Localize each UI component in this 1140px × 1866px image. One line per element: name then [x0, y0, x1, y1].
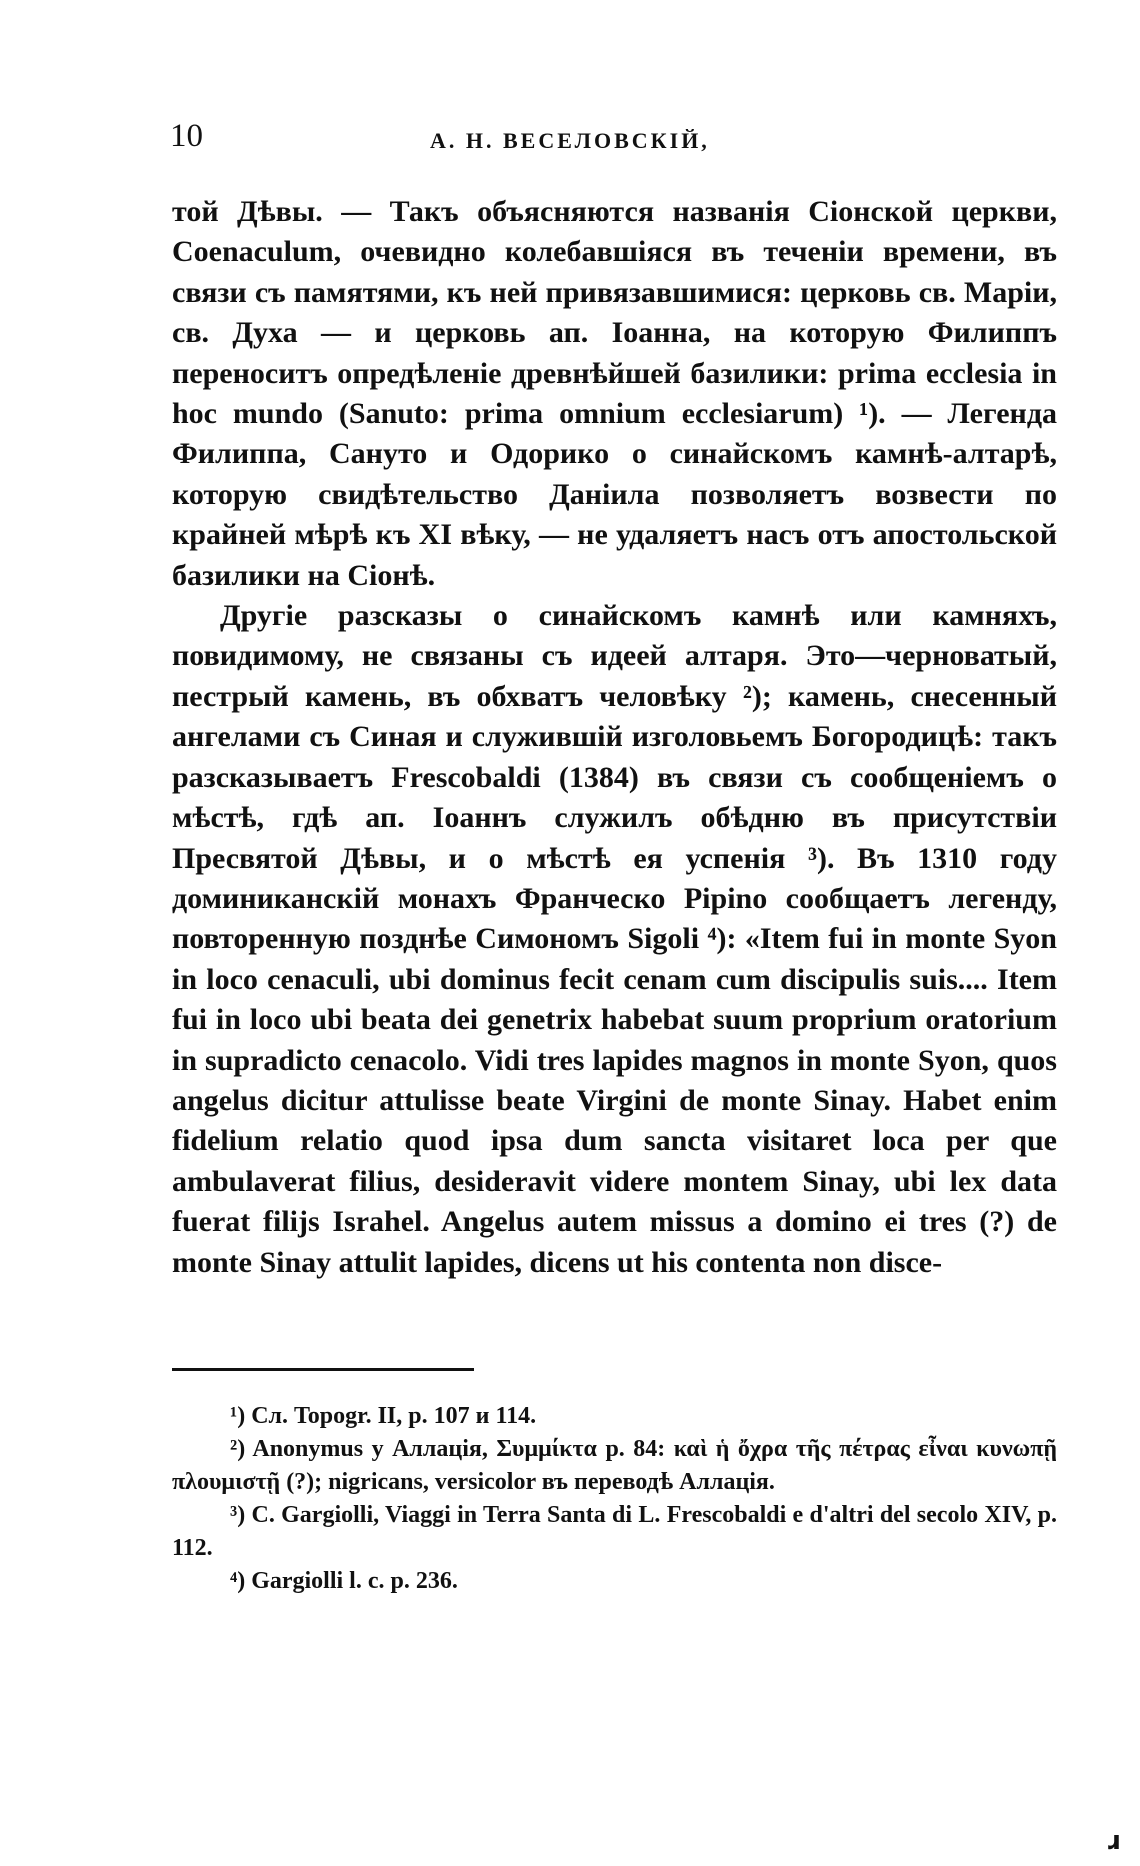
footnote-text: C. Gargiolli, Viaggi in Terra Santa di L. Frescobaldi e d'altri del secolo XIV, p. 112. [172, 1502, 1057, 1561]
footnote [172, 1400, 1057, 1433]
footnotes [172, 1400, 1057, 1598]
footnote-text: Cл. Topogr. II, p. 107 и 114. [251, 1403, 537, 1429]
main-text [172, 192, 1057, 1283]
footnote-marker: ²) [230, 1436, 246, 1462]
footnote-text: Anonymus у Аллація, Συμμίκτα p. 84: καὶ ἡ ὄχρα τῆς πέτρας εἶναι κυνωπῇ πλουμιστῇ (?); nigricans, versicolor въ переводѣ Аллація. [172, 1436, 1057, 1495]
paragraph: Другіе разсказы о синайскомъ камнѣ или камняхъ, повидимому, не связаны съ идеей алтаря. Это—черноватый, пестрый камень, въ обхватъ человѣку ²); камень, снесенный ангелами съ Синая и служившій изголовьемъ Богородицѣ: такъ разсказываетъ Frescobaldi (1384) въ связи съ сообщеніемъ о мѣстѣ, гдѣ ап. Іоаннъ служилъ обѣдню въ присутствіи Пресвятой Дѣвы, и о мѣстѣ ея успенія ³). Въ 1310 году доминиканскій монахъ Франческо Pipino сообщаетъ легенду, повторенную позднѣе Симономъ Sigoli ⁴): «Item fui in monte Syon in loco cenaculi, ubi dominus fecit cenam cum discipulis suis.... Item fui in loco ubi beata dei genetrix habebat suum proprium oratorium in supradicto cenacolo. Vidi tres lapides magnos in monte Syon, quos angelus dicitur attulisse beate Virgini de monte Sinay. Habet enim fidelium relatio quod ipsa dum sancta visitaret loca per que ambulaverat filius, desideravit videre montem Sinay, ubi lex data fuerat filijs Israhel. Angelus autem missus a domino ei tres (?) de monte Sinay attulit lapides, dicens ut his contenta non disce- [172, 599, 1057, 1279]
footnote-text: Gargiolli l. c. p. 236. [251, 1568, 458, 1594]
page-number: 10 [170, 118, 203, 154]
running-head: А. Н. ВЕСЕЛОВСКІЙ, [430, 128, 710, 153]
footnote [172, 1565, 1057, 1598]
footnote [172, 1433, 1057, 1499]
footnote-marker: ¹) [230, 1403, 246, 1429]
corner-mark: ɹ [1106, 1826, 1120, 1856]
footnote-divider [172, 1368, 474, 1371]
footnote-marker: ⁴) [230, 1568, 246, 1594]
paragraph: той Дѣвы. — Такъ объясняются названія Сіонской церкви, Coenaculum, очевидно колебавшіяся въ теченіи времени, въ связи съ памятями, къ ней привязавшимися: церковь св. Маріи, св. Духа — и церковь ап. Іоанна, на которую Филиппъ переноситъ опредѣленіе древнѣйшей базилики: prima ecclesia in hoc mundo (Sanuto: prima omnium ecclesiarum) ¹). — Легенда Филиппа, Сануто и Одорико о синайскомъ камнѣ-алтарѣ, которую свидѣтельство Даніила позволяетъ возвести по крайней мѣрѣ къ XI вѣку, — не удаляетъ насъ отъ апостольской базилики на Сіонѣ. [172, 195, 1057, 592]
footnote-marker: ³) [230, 1502, 246, 1528]
page-header [170, 118, 1050, 158]
footnote [172, 1499, 1057, 1565]
